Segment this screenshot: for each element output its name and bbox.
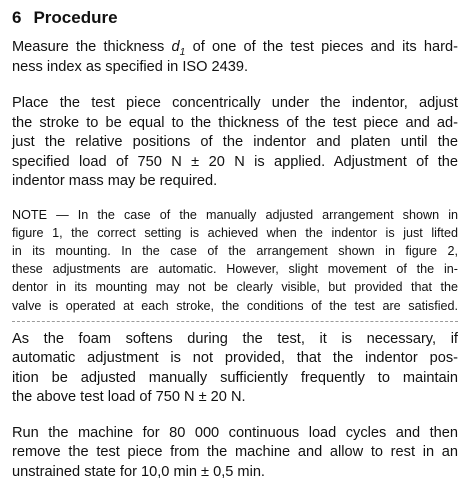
document-page [12,6,458,482]
note-block [12,206,458,315]
paragraph-line: the above test load of 750 N ± 20 N. [12,389,246,406]
paragraph-line: unstrained state for 10,0 min ± 0,5 min. [12,463,265,480]
paragraph-line: the stroke to be equal to the thickness of the test piece and ad- [12,114,458,131]
paragraph-line: Place the test piece concentrically under the indentor, adjust [12,95,458,111]
paragraph-line: automatic adjustment is not provided, that the indentor pos- [12,350,458,367]
paragraph-line: specified load of 750 N ± 20 N is applied. Adjustment of the [12,153,458,170]
note-line: figure 1, the correct setting is achieved when the indentor is just lifted [12,225,458,240]
variable-subscript: 1 [179,46,186,58]
paragraph-line [12,38,458,58]
note-line: NOTE — In the case of the manually adjusted arrangement shown in [12,207,458,222]
text-segment: Measure the thickness [12,39,165,55]
variable-symbol: d [171,39,180,55]
paragraph-run-machine [12,424,458,482]
paragraph-place-test-piece [12,94,458,192]
text-segment: of one of the test pieces and its hard- [192,39,458,55]
note-line: valve is operated at each stroke, the conditions of the test are satisfied. [12,298,458,313]
section-number: 6 [12,8,22,27]
thickness-variable [171,39,186,58]
paragraph-line: ition be adjusted manually sufficiently frequently to maintain [12,369,458,386]
section-title: Procedure [33,8,118,27]
paragraph-line: Run the machine for 80 000 continuous load cycles and then [12,424,458,441]
paragraph-line: ness index as specified in ISO 2439. [12,58,249,75]
paragraph-line: just the relative positions of the indentor and platen until the [12,134,458,150]
divider [12,321,458,322]
note-line: dentor in its mounting may not be clearly visible, but provided that the [12,280,458,295]
paragraph-line: As the foam softens during the test, it is necessary, if [12,330,458,347]
paragraph-line: indentor mass may be required. [12,173,218,189]
paragraph-foam-softens [12,330,458,408]
note-line: these adjustments are automatic. However, slight movement of the in- [12,262,458,277]
paragraph-measure-thickness [12,38,458,77]
section-heading [12,6,458,30]
paragraph-line: remove the test piece from the machine and allow to rest in an [12,444,458,461]
note-line: in its mounting. In the case of the arrangement shown in figure 2, [12,243,458,258]
